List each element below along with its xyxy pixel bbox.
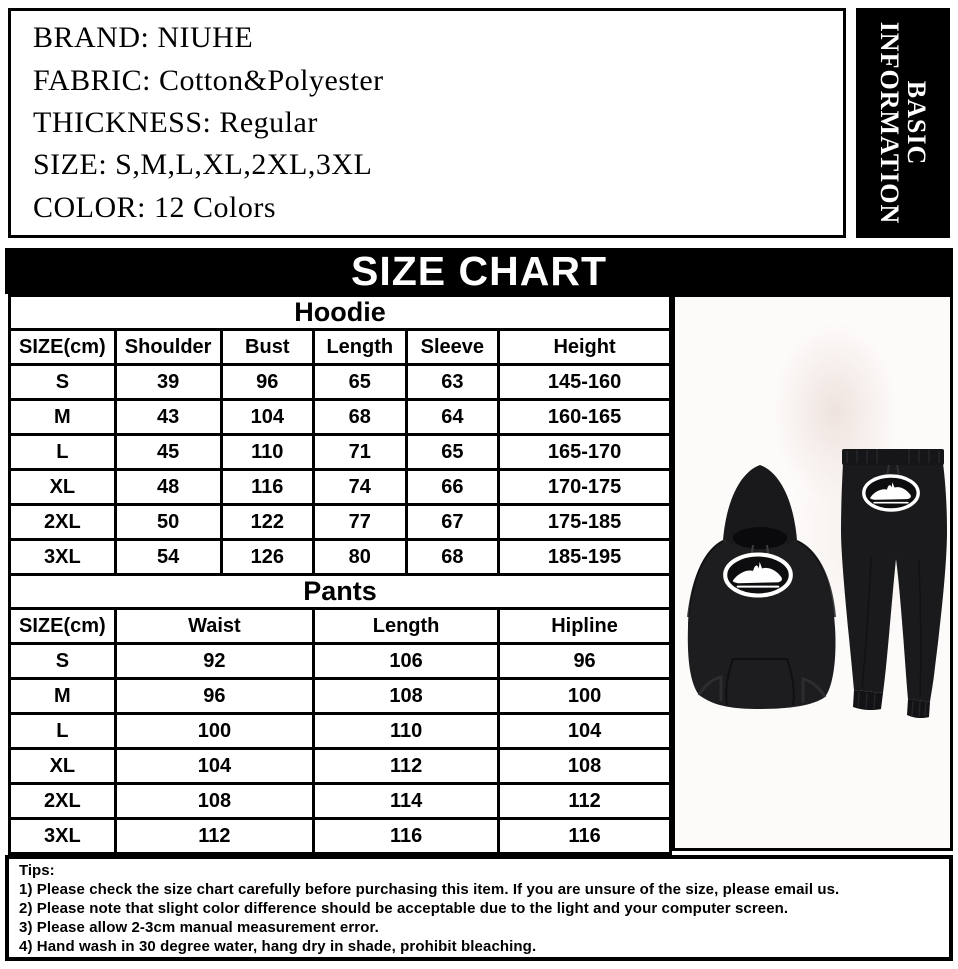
table-row [10,784,671,819]
table-cell: M [10,679,116,714]
table-cell: 116 [499,819,671,854]
col-header: Hipline [499,609,671,644]
table-cell: XL [10,749,116,784]
col-header: Length [314,609,499,644]
size-tables [8,294,672,855]
table-cell: 104 [115,749,313,784]
size-chart-header-band [5,248,953,294]
table-cell: L [10,435,116,470]
table-cell: 110 [221,435,314,470]
table-cell: 104 [499,714,671,749]
table-row [10,679,671,714]
sidebar-word-basic: BASIC [902,80,932,166]
col-header: Waist [115,609,313,644]
table-cell: S [10,365,116,400]
col-header: Height [499,330,671,365]
table-cell: M [10,400,116,435]
table-cell: 64 [406,400,499,435]
hoodie-section-title: Hoodie [8,294,672,331]
table-cell: 104 [221,400,314,435]
pants-table-body [10,644,671,854]
table-cell: 116 [314,819,499,854]
table-cell: 74 [314,470,407,505]
col-header: SIZE(cm) [10,330,116,365]
hoodie-graphic [688,465,836,709]
basic-information-vertical-label [856,8,950,238]
col-header: Bust [221,330,314,365]
product-photo [672,294,953,851]
table-cell: 170-175 [499,470,671,505]
table-cell: 126 [221,540,314,575]
info-line-color: COLOR: 12 Colors [33,190,277,224]
table-cell: 116 [221,470,314,505]
table-row [10,400,671,435]
table-row [10,365,671,400]
table-cell: 185-195 [499,540,671,575]
table-cell: 45 [115,435,221,470]
table-cell: 112 [314,749,499,784]
basic-information-sidebar [856,8,950,238]
col-header: Sleeve [406,330,499,365]
table-cell: 110 [314,714,499,749]
col-header: Length [314,330,407,365]
table-cell: 145-160 [499,365,671,400]
tip-item: 1) Please check the size chart carefully before purchasing this item. If you are unsure of the size, please email us. [19,881,840,898]
table-row [10,470,671,505]
hoodie-size-table [8,328,672,576]
table-cell: 68 [406,540,499,575]
table-cell: 160-165 [499,400,671,435]
tip-item: 3) Please allow 2-3cm manual measurement error. [19,919,379,936]
info-line-fabric: FABRIC: Cotton&Polyester [33,63,384,97]
table-cell: 68 [314,400,407,435]
table-cell: L [10,714,116,749]
table-cell: 114 [314,784,499,819]
table-cell: 3XL [10,540,116,575]
pants-header-row [10,609,671,644]
table-cell: 100 [499,679,671,714]
info-line-size: SIZE: S,M,L,XL,2XL,3XL [33,148,373,182]
table-cell: 106 [314,644,499,679]
table-cell: 2XL [10,505,116,540]
table-row [10,819,671,854]
table-cell: 175-185 [499,505,671,540]
table-cell: 50 [115,505,221,540]
table-row [10,505,671,540]
table-row [10,435,671,470]
table-cell: 63 [406,365,499,400]
info-line-brand: BRAND: NIUHE [33,21,254,55]
table-cell: 66 [406,470,499,505]
table-cell: XL [10,470,116,505]
hoodie-header-row [10,330,671,365]
table-cell: 108 [115,784,313,819]
table-cell: 48 [115,470,221,505]
table-row [10,540,671,575]
table-cell: 65 [314,365,407,400]
table-cell: 43 [115,400,221,435]
pants-graphic [841,449,947,718]
size-chart-title: SIZE CHART [351,247,607,294]
sidebar-word-information: INFORMATION [875,21,904,225]
table-row [10,644,671,679]
pants-size-table [8,607,672,855]
table-cell: 39 [115,365,221,400]
table-cell: 54 [115,540,221,575]
table-cell: 96 [499,644,671,679]
tips-box [5,855,953,961]
basic-info-box [8,8,846,238]
info-line-thickness: THICKNESS: Regular [33,105,318,139]
hoodie-table-body [10,365,671,575]
col-header: SIZE(cm) [10,609,116,644]
table-row [10,714,671,749]
table-cell: 80 [314,540,407,575]
table-cell: 112 [499,784,671,819]
table-cell: 92 [115,644,313,679]
table-cell: 96 [221,365,314,400]
table-cell: 96 [115,679,313,714]
table-cell: 100 [115,714,313,749]
tip-item: 4) Hand wash in 30 degree water, hang dry in shade, prohibit bleaching. [19,938,537,955]
table-cell: 108 [499,749,671,784]
tips-list [19,880,939,956]
tips-title: Tips: [19,862,55,879]
table-cell: 165-170 [499,435,671,470]
table-cell: 65 [406,435,499,470]
table-cell: 112 [115,819,313,854]
table-cell: 77 [314,505,407,540]
table-cell: 2XL [10,784,116,819]
table-cell: 3XL [10,819,116,854]
table-cell: 67 [406,505,499,540]
col-header: Shoulder [115,330,221,365]
table-row [10,749,671,784]
table-cell: 122 [221,505,314,540]
table-cell: 108 [314,679,499,714]
pants-section-title: Pants [8,573,672,610]
table-cell: S [10,644,116,679]
tip-item: 2) Please note that slight color difference should be acceptable due to the light and your computer screen. [19,900,789,917]
table-cell: 71 [314,435,407,470]
tracksuit-graphic [675,297,950,848]
